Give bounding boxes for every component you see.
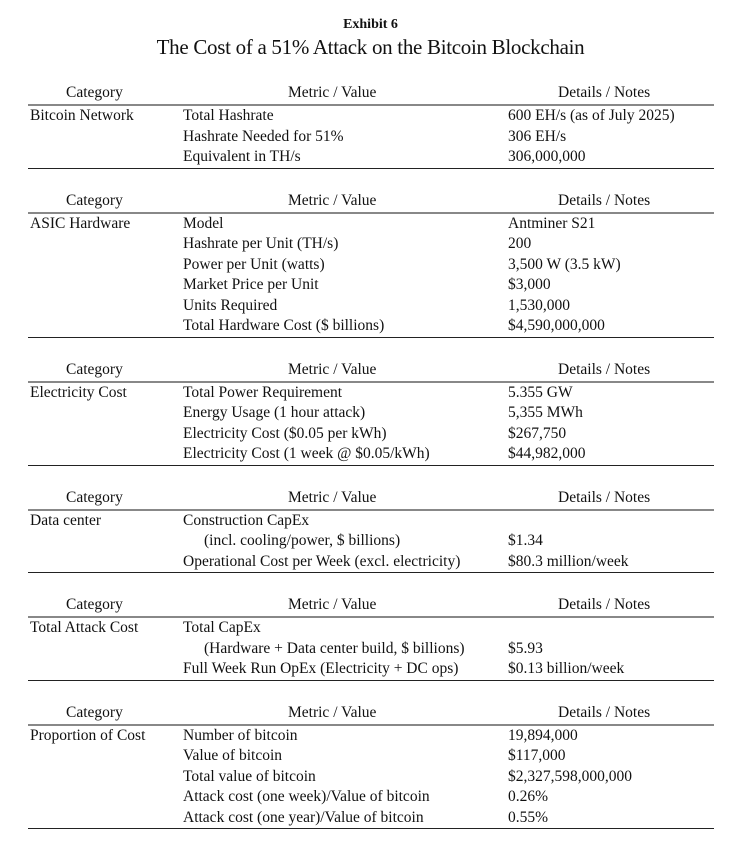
metric-label: Hashrate Needed for 51%	[183, 127, 344, 145]
exhibit-label: Exhibit 6	[343, 17, 398, 32]
category-label: Proportion of Cost	[30, 726, 146, 744]
details-value: $267,750	[508, 424, 567, 442]
column-header-category: Category	[66, 191, 123, 209]
category-label: Total Attack Cost	[30, 619, 139, 636]
details-value: $117,000	[508, 747, 566, 764]
column-header-metric: Metric / Value	[288, 191, 377, 209]
metric-label: Electricity Cost (1 week @ $0.05/kWh)	[183, 445, 430, 462]
metric-label: (incl. cooling/power, $ billions)	[204, 532, 401, 549]
table-section	[28, 487, 714, 574]
metric-label: Total Hardware Cost ($ billions)	[183, 317, 385, 334]
details-value: 200	[508, 235, 532, 252]
table-row	[28, 383, 714, 404]
details-value: 1,530,000	[508, 296, 570, 314]
column-header-details: Details / Notes	[558, 596, 651, 613]
metric-label: Value of bitcoin	[183, 747, 283, 764]
details-value: 5,355 MWh	[508, 404, 583, 421]
column-header-row	[28, 487, 714, 511]
metric-label: (Hardware + Data center build, $ billions)	[204, 639, 465, 657]
table-row	[28, 296, 714, 317]
table-row	[28, 255, 714, 276]
table-section	[28, 359, 714, 466]
table-row	[28, 808, 714, 829]
details-value: $3,000	[508, 276, 551, 293]
column-header-row	[28, 359, 714, 383]
table-row	[28, 746, 714, 767]
details-value: 5.355 GW	[508, 383, 573, 401]
table-row	[28, 639, 714, 660]
table-section	[28, 190, 714, 338]
metric-label: Attack cost (one week)/Value of bitcoin	[183, 788, 430, 805]
column-header-category: Category	[66, 596, 123, 613]
column-header-row	[28, 594, 714, 618]
table-section	[28, 702, 714, 830]
details-value: 306 EH/s	[508, 127, 567, 145]
column-header-details: Details / Notes	[558, 360, 651, 378]
details-value: $4,590,000,000	[508, 317, 605, 334]
column-header-metric: Metric / Value	[288, 360, 377, 378]
column-header-metric: Metric / Value	[288, 596, 377, 613]
metric-label: Total CapEx	[183, 619, 261, 636]
category-label: ASIC Hardware	[30, 214, 131, 232]
column-header-details: Details / Notes	[558, 703, 651, 721]
metric-label: Electricity Cost ($0.05 per kWh)	[183, 424, 387, 442]
metric-label: Model	[183, 214, 224, 232]
table-row	[28, 403, 714, 424]
details-value: $1.34	[508, 532, 543, 549]
metric-label: Full Week Run OpEx (Electricity + DC ops)	[183, 660, 459, 677]
table-row	[28, 234, 714, 255]
table-row	[28, 659, 714, 680]
column-header-category: Category	[66, 84, 123, 101]
column-header-details: Details / Notes	[558, 191, 651, 209]
metric-label: Hashrate per Unit (TH/s)	[183, 235, 339, 252]
column-header-details: Details / Notes	[558, 84, 651, 101]
table-row	[28, 275, 714, 296]
metric-label: Operational Cost per Week (excl. electricity)	[183, 552, 461, 570]
column-header-metric: Metric / Value	[288, 703, 377, 721]
metric-label: Total value of bitcoin	[183, 767, 316, 785]
table-row	[28, 106, 714, 127]
column-header-row	[28, 190, 714, 214]
details-value: 0.26%	[508, 788, 549, 805]
details-value: 3,500 W (3.5 kW)	[508, 255, 621, 273]
details-value: $80.3 million/week	[508, 552, 629, 570]
category-label: Electricity Cost	[30, 383, 127, 401]
details-value: $44,982,000	[508, 445, 586, 462]
metric-label: Number of bitcoin	[183, 726, 298, 744]
metric-label: Total Hashrate	[183, 107, 274, 124]
metric-label: Equivalent in TH/s	[183, 148, 301, 165]
table-row	[28, 618, 714, 639]
table-row	[28, 787, 714, 808]
table-section	[28, 594, 714, 681]
table-section	[28, 82, 714, 169]
category-label: Bitcoin Network	[30, 107, 134, 124]
table-row	[28, 511, 714, 532]
details-value: 306,000,000	[508, 148, 586, 165]
table-row	[28, 316, 714, 337]
table-row	[28, 444, 714, 465]
column-header-category: Category	[66, 360, 123, 378]
table-row	[28, 147, 714, 168]
cost-table	[28, 82, 714, 850]
table-row	[28, 531, 714, 552]
column-header-details: Details / Notes	[558, 488, 651, 506]
table-row	[28, 767, 714, 788]
column-header-category: Category	[66, 703, 123, 721]
table-row	[28, 214, 714, 235]
details-value: 19,894,000	[508, 726, 578, 744]
metric-label: Market Price per Unit	[183, 276, 319, 293]
table-row	[28, 127, 714, 148]
table-row	[28, 726, 714, 747]
details-value: $5.93	[508, 639, 543, 657]
column-header-metric: Metric / Value	[288, 84, 377, 101]
column-header-category: Category	[66, 488, 123, 506]
page-title: The Cost of a 51% Attack on the Bitcoin Blockchain	[156, 35, 585, 59]
details-value: 0.55%	[508, 808, 549, 826]
metric-label: Attack cost (one year)/Value of bitcoin	[183, 808, 424, 826]
table-row	[28, 424, 714, 445]
column-header-row	[28, 702, 714, 726]
metric-label: Construction CapEx	[183, 511, 310, 529]
metric-label: Units Required	[183, 296, 278, 314]
details-value: 600 EH/s (as of July 2025)	[508, 107, 675, 124]
table-row	[28, 552, 714, 573]
metric-label: Power per Unit (watts)	[183, 255, 325, 273]
column-header-metric: Metric / Value	[288, 488, 377, 506]
category-label: Data center	[30, 511, 101, 529]
details-value: $0.13 billion/week	[508, 660, 625, 677]
details-value: Antminer S21	[508, 214, 596, 232]
column-header-row	[28, 82, 714, 106]
metric-label: Total Power Requirement	[183, 383, 343, 401]
details-value: $2,327,598,000,000	[508, 767, 632, 785]
metric-label: Energy Usage (1 hour attack)	[183, 404, 366, 421]
